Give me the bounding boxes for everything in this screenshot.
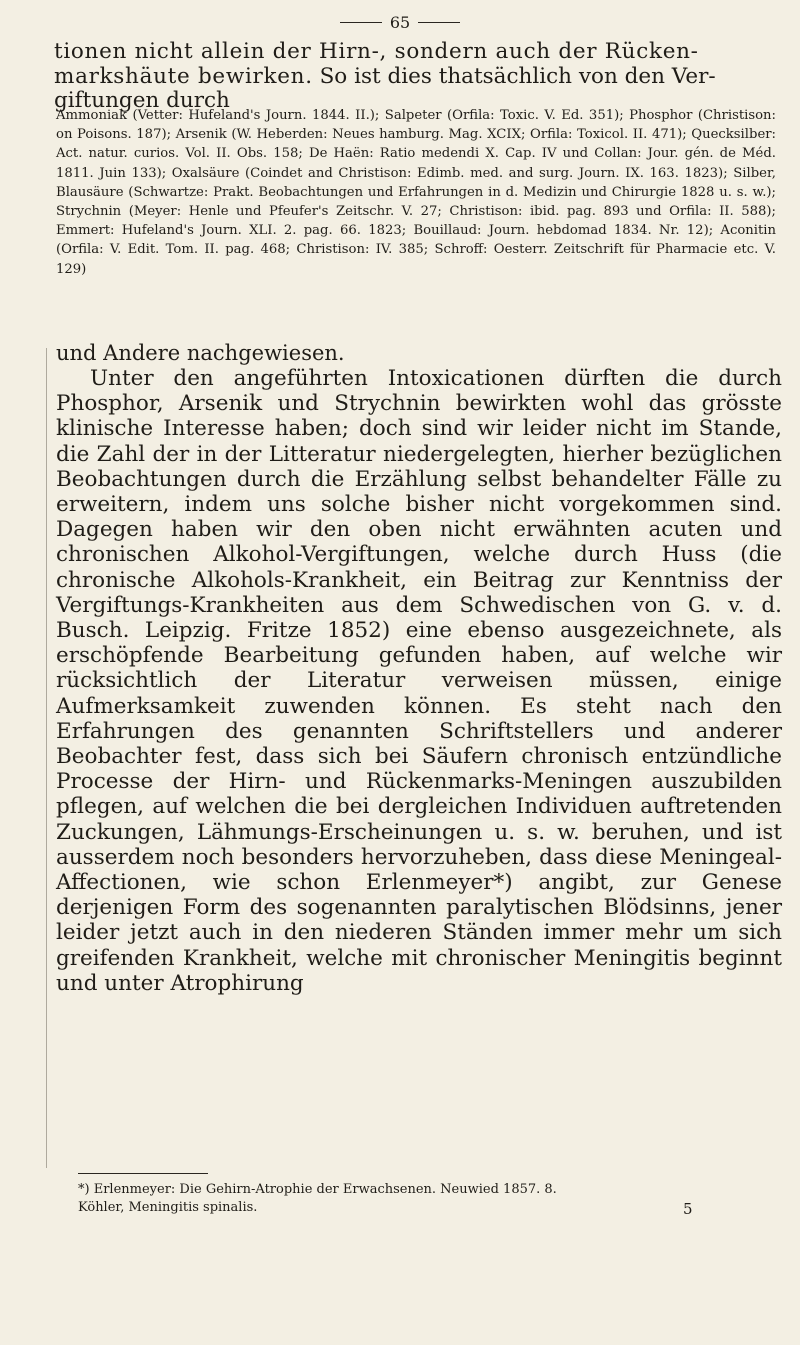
signature-mark: 5: [683, 1200, 693, 1218]
text-line-1: tionen nicht allein der Hirn-, sondern auch der Rücken-: [54, 39, 699, 64]
paragraph-text: Unter den angeführten Intoxicationen dürften die durch Phosphor, Arsenik und Strychnin bewirkten wohl das grösste klinische Interesse haben; doch sind wir leider nicht im Stande, die Zahl der in der Litteratur niedergelegten, hierher bezüglichen Beobachtungen durch die Erzählung selbst behandelter Fälle zu erweitern, indem uns solche bisher nicht vorgekommen sind. Dagegen haben wir den oben nicht erwähnten acuten und chronischen Alkohol-Vergiftungen, welche durch Huss (die chronische Alkohols-Krankheit, ein Beitrag zur Kenntniss der Vergiftungs-Krankheiten aus dem Schwedischen von G. v. d. Busch. Leipzig. Fritze 1852) eine ebenso ausgezeichnete, als erschöpfende Bearbeitung gefunden haben, auf welche wir rücksichtlich der Literatur verweisen müssen, einige Aufmerksamkeit zuwenden können. Es steht nach den Erfahrungen des genannten Schriftstellers und anderer Beobachter fest, dass sich bei Säufern chronisch entzündliche Processe der Hirn- und Rückenmarks-Meningen auszubilden pflegen, auf welchen die bei dergleichen Individuen auftretenden Zuckungen, Lähmungs-Erscheinungen u. s. w. beruhen, und ist ausserdem noch besonders hervorzuheben, dass diese Meningeal-Affectionen, wie schon Erlenmeyer*) angibt, zur Genese derjenigen Form des sogenannten paralytischen Blödsinns, jener leider jetzt auch in den niederen Ständen immer mehr um sich greifenden Krankheit, welche mit chronischer Meningitis beginnt und unter Atrophirung: [56, 366, 782, 996]
footnote-line-2: Köhler, Meningitis spinalis.: [78, 1200, 258, 1215]
text-line-3: giftungen durch: [54, 88, 230, 113]
nachgewiesen-line: und Andere nachgewiesen.: [56, 341, 345, 365]
header-rule-right: [418, 22, 460, 23]
footnote-line-1: *) Erlenmeyer: Die Gehirn-Atrophie der Erwachsenen. Neuwied 1857. 8.: [78, 1182, 557, 1197]
citation-text: Ammoniak (Vetter: Hufeland's Journ. 1844. II.); Salpeter (Orfila: Toxic. V. Ed. 351); Phosphor (Christison: on Poisons. 187); Arsenik (W. Heberden: Neues hamburg. Mag. XCIX; Orfila: Toxicol. II. 471); Quecksilber: Act. natur. curios. Vol. II. Obs. 158; De Haën: Ratio medendi X. Cap. IV und Collan: Jour. gén. de Méd. 1811. Juin 133); Oxalsäure (Coindet and Christison: Edimb. med. and surg. Journ. IX. 163. 1823); Silber, Blausäure (Schwartze: Prakt. Beobachtungen und Erfahrungen in d. Medizin und Chirurgie 1828 u. s. w.); Strychnin (Meyer: Henle und Pfeufer's Zeitschr. V. 27; Christison: ibid. pag. 893 und Orfila: II. 588); Emmert: Hufeland's Journ. XLI. 2. pag. 66. 1823; Bouillaud: Journ. hebdomad 1834. Nr. 12); Aconitin (Orfila: V. Edit. Tom. II. pag. 468; Christison: IV. 385; Schroff: Oesterr. Zeitschrift für Pharmacie etc. V. 129): [56, 108, 776, 277]
header-rule-left: [340, 22, 382, 23]
page-number: 65: [389, 12, 411, 32]
continued-text: [54, 40, 784, 114]
page-header: [0, 10, 800, 34]
footnote: [78, 1181, 778, 1217]
text-line-2b: So ist dies thatsächlich von den Ver-: [312, 63, 716, 89]
citation-block: [56, 106, 776, 279]
main-paragraph: [56, 366, 782, 996]
footnote-rule: [78, 1173, 208, 1174]
margin-line: [46, 348, 47, 1168]
text-line-2a: markshäute bewirken.: [54, 63, 313, 89]
text-line-2: [54, 65, 784, 90]
